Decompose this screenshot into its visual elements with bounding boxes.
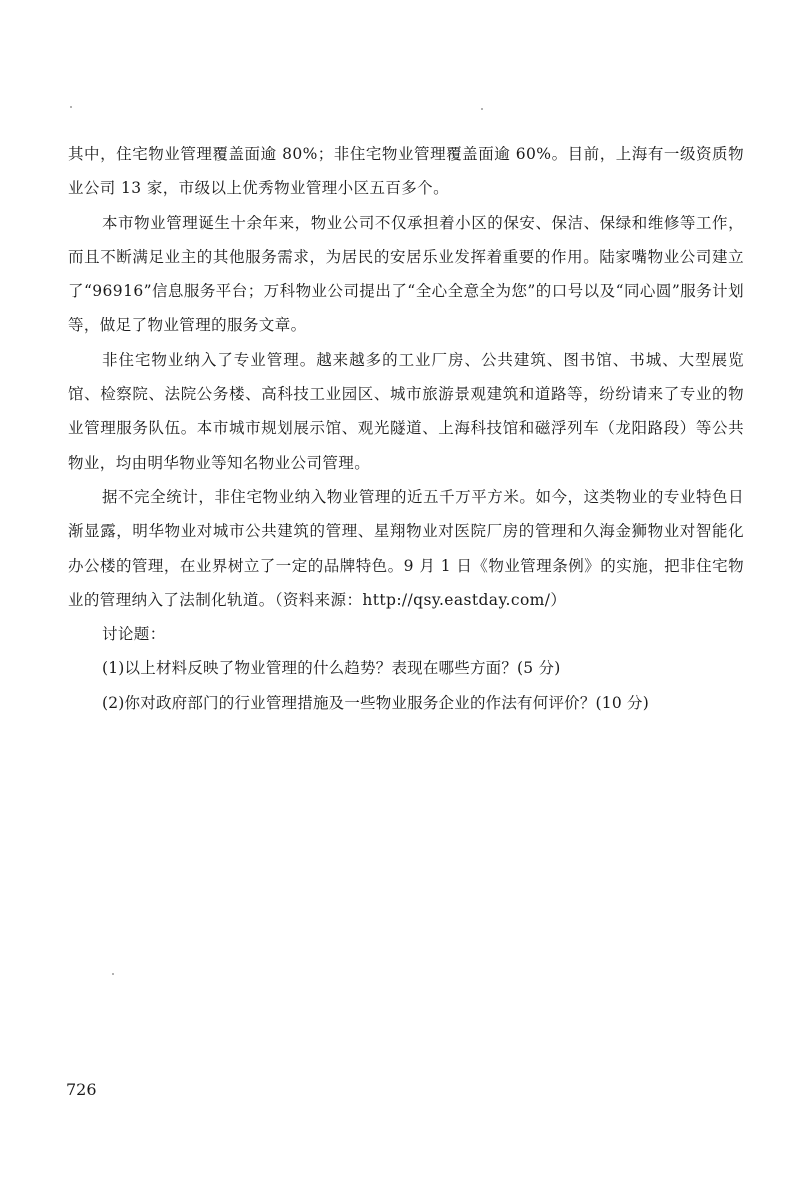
- discussion-question-1: (1)以上材料反映了物业管理的什么趋势？表现在哪些方面？(5 分): [102, 659, 561, 678]
- discussion-heading: 讨论题：: [102, 625, 166, 644]
- scan-speck: [70, 106, 72, 108]
- page-number: 726: [66, 1080, 97, 1099]
- paragraph: 非住宅物业纳入了专业管理。越来越多的工业厂房、公共建筑、图书馆、书城、大型展览馆、检察院、法院公务楼、高科技工业园区、城市旅游景观建筑和道路等，纷纷请来了专业的物业管理服务队伍。本市城市规划展示馆、观光隧道、上海科技馆和磁浮列车（龙阳路段）等公共物业，均由明华物业等知名物业公司管理。: [68, 350, 744, 472]
- paragraph-continuation: 其中，住宅物业管理覆盖面逾 80%；非住宅物业管理覆盖面逾 60%。目前，上海有一级资质物业公司 13 家，市级以上优秀物业管理小区五百多个。: [68, 145, 744, 198]
- scan-speck: [112, 973, 114, 975]
- paragraph: 本市物业管理诞生十余年来，物业公司不仅承担着小区的保安、保洁、保绿和维修等工作，而且不断满足业主的其他服务需求，为居民的安居乐业发挥着重要的作用。陆家嘴物业公司建立了“96916”信息服务平台；万科物业公司提出了“全心全意全为您”的口号以及“同心圆”服务计划等，做足了物业管理的服务文章。: [68, 213, 744, 335]
- scan-speck: [481, 108, 483, 110]
- paragraph: 据不完全统计，非住宅物业纳入物业管理的近五千万平方米。如今，这类物业的专业特色日渐显露，明华物业对城市公共建筑的管理、星翔物业对医院厂房的管理和久海金狮物业对智能化办公楼的管理，在业界树立了一定的品牌特色。9 月 1 日《物业管理条例》的实施，把非住宅物业的管理纳入了法制化轨道。（资料来源：http://qsy.eastday.com/）: [68, 487, 744, 609]
- body-text: [68, 137, 744, 720]
- discussion-question-2: (2)你对政府部门的行业管理措施及一些物业服务企业的作法有何评价？(10 分): [102, 693, 650, 712]
